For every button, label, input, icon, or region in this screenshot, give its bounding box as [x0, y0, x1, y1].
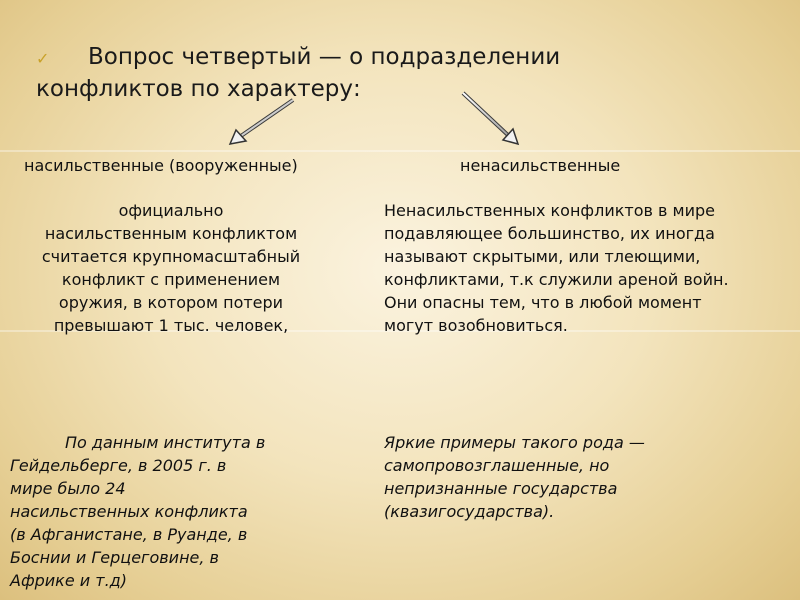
nonviolent-example: [384, 431, 784, 523]
text-line: непризнанные государства: [384, 479, 618, 498]
text-line: Гейдельберге, в 2005 г. в: [10, 456, 227, 475]
right-arrow-icon: [463, 93, 518, 144]
title-line-2: конфликтов по характеру:: [36, 76, 361, 102]
title-line-1: Вопрос четвертый — о подразделении: [88, 44, 561, 70]
text-line: конфликт с применением: [61, 270, 281, 289]
text-line: самопровозглашенные, но: [384, 456, 610, 475]
text-line: Яркие примеры такого рода —: [384, 433, 645, 452]
nonviolent-heading: ненасильственные: [460, 156, 621, 175]
text-line: могут возобновиться.: [384, 316, 568, 335]
text-line: считается крупномасштабный: [41, 247, 301, 266]
text-line: оружия, в котором потери: [58, 293, 284, 312]
text-line: Они опасны тем, что в любой момент: [384, 293, 702, 312]
text-line: конфликтами, т.к служили ареной войн.: [384, 270, 729, 289]
left-arrow-icon: [230, 100, 293, 144]
violent-heading: насильственные (вооруженные): [24, 156, 298, 175]
text-line: Ненасильственных конфликтов в мире: [384, 201, 715, 220]
text-line: превышают 1 тыс. человек,: [53, 316, 289, 335]
text-line: мире было 24: [10, 479, 126, 498]
check-icon: ✓: [36, 49, 50, 68]
text-line: официально: [118, 201, 224, 220]
nonviolent-definition: [384, 199, 800, 337]
text-line: подавляющее большинство, их иногда: [384, 224, 715, 243]
text-line: Африке и т.д): [10, 571, 127, 590]
violent-example: [10, 431, 340, 592]
text-line: (квазигосударства).: [384, 502, 555, 521]
text-line: называют скрытыми, или тлеющими,: [384, 247, 701, 266]
violent-definition: [6, 199, 336, 337]
text-line: Боснии и Герцеговине, в: [10, 548, 219, 567]
text-line: По данным института в: [65, 433, 266, 452]
text-line: насильственным конфликтом: [44, 224, 298, 243]
text-line: насильственных конфликта: [10, 502, 248, 521]
text-line: (в Афганистане, в Руанде, в: [10, 525, 248, 544]
